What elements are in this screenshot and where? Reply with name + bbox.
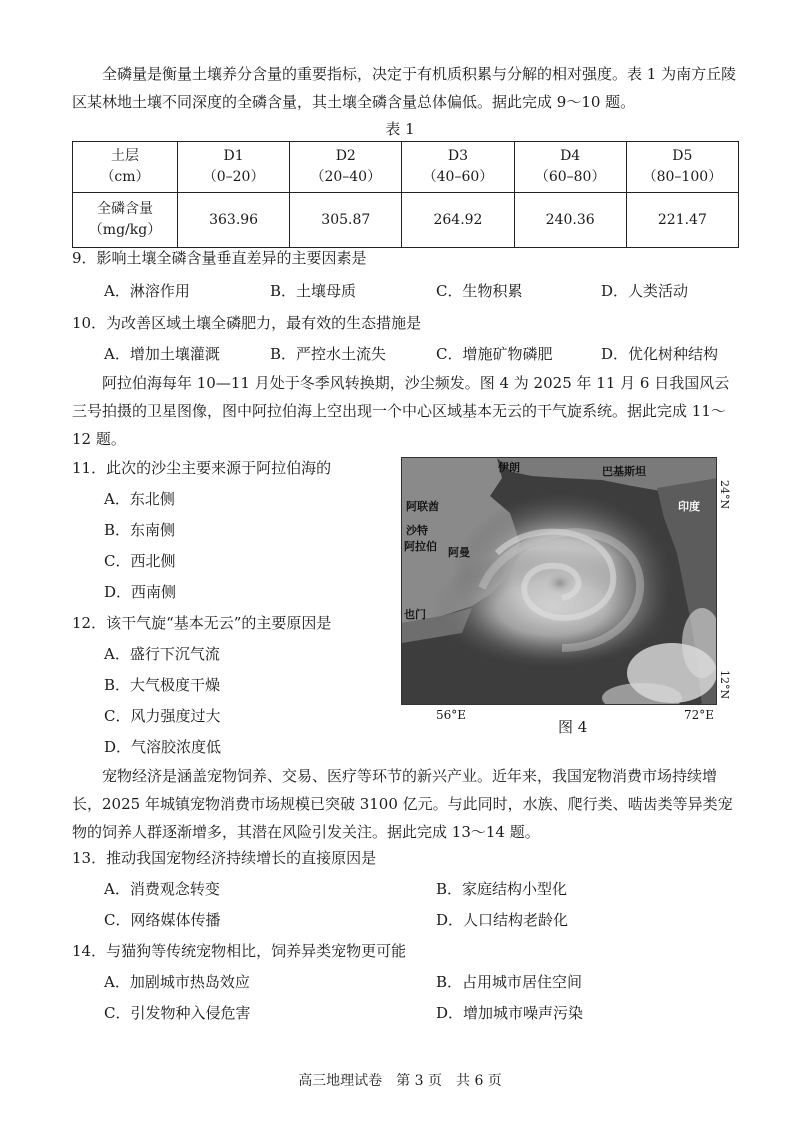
label-oman: 阿曼 <box>448 546 470 559</box>
table-header-cell: D5 （80–100） <box>626 142 738 193</box>
table-title: 表 1 <box>385 120 415 138</box>
table-cell: 305.87 <box>290 193 402 248</box>
table-cell: 240.36 <box>514 193 626 248</box>
question-11-stem: 11．此次的沙尘主要来源于阿拉伯海的 <box>72 459 332 477</box>
table-value-row <box>73 193 739 248</box>
q14-option-c[interactable]: C．引发物种入侵危害 <box>104 1004 251 1022</box>
q10-option-d[interactable]: D．优化树种结构 <box>601 345 719 363</box>
q10-option-b[interactable]: B．严控水土流失 <box>270 345 387 363</box>
q12-option-c[interactable]: C．风力强度过大 <box>104 707 221 725</box>
q11-option-d[interactable]: D．西南侧 <box>104 583 177 601</box>
q12-option-d[interactable]: D．气溶胶浓度低 <box>104 738 222 756</box>
q13-option-d[interactable]: D．人口结构老龄化 <box>436 911 569 929</box>
q9-option-a[interactable]: A．淋溶作用 <box>104 282 190 300</box>
q14-option-a[interactable]: A．加剧城市热岛效应 <box>104 973 250 991</box>
table-cell: 264.92 <box>402 193 514 248</box>
table-header-cell: D4 （60–80） <box>514 142 626 193</box>
label-india: 印度 <box>678 500 700 513</box>
table-header-cell: D2 （20–40） <box>290 142 402 193</box>
question-13-stem: 13．推动我国宠物经济持续增长的直接原因是 <box>72 849 377 867</box>
q11-option-b[interactable]: B．东南侧 <box>104 521 176 539</box>
label-yemen: 也门 <box>404 608 426 621</box>
q10-option-c[interactable]: C．增施矿物磷肥 <box>436 345 553 363</box>
table-header-cell: D3 （40–60） <box>402 142 514 193</box>
table-header-row <box>73 142 739 193</box>
q9-option-b[interactable]: B．土壤母质 <box>270 282 357 300</box>
table-row-header: 全磷含量 （mg/kg） <box>73 193 178 248</box>
intro-paragraph-cyclone: 阿拉伯海每年 10—11 月处于冬季风转换期，沙尘频发。图 4 为 2025 年 11 月 6 日我国风云三号拍摄的卫星图像，图中阿拉伯海上空出现一个中心区域基本无云的干气旋系统。据此完成 11～12 题。 <box>72 374 730 448</box>
latitude-bottom-label: 12°N <box>718 670 731 700</box>
q11-option-c[interactable]: C．西北侧 <box>104 552 176 570</box>
satellite-image <box>401 457 717 705</box>
q13-option-c[interactable]: C．网络媒体传播 <box>104 911 221 929</box>
q12-option-a[interactable]: A．盛行下沉气流 <box>104 645 220 663</box>
q13-option-b[interactable]: B．家庭结构小型化 <box>436 880 568 898</box>
q14-option-d[interactable]: D．增加城市噪声污染 <box>436 1004 584 1022</box>
intro-paragraph-pets: 宠物经济是涵盖宠物饲养、交易、医疗等环节的新兴产业。近年来，我国宠物消费市场持续增长，2025 年城镇宠物消费市场规模已突破 3100 亿元。与此同时，水族、爬行类、啮齿类等异类宠物的饲养人群逐渐增多，其潜在风险引发关注。据此完成 13～14 题。 <box>72 767 733 841</box>
q12-option-b[interactable]: B．大气极度干燥 <box>104 676 221 694</box>
question-14-stem: 14．与猫狗等传统宠物相比，饲养异类宠物更可能 <box>72 942 407 960</box>
q11-option-a[interactable]: A．东北侧 <box>104 490 175 508</box>
satellite-image-art <box>402 458 717 705</box>
phosphorus-table <box>72 141 739 248</box>
q13-option-a[interactable]: A．消费观念转变 <box>104 880 220 898</box>
q14-option-b[interactable]: B．占用城市居住空间 <box>436 973 583 991</box>
figure-caption: 图 4 <box>558 718 588 736</box>
q9-option-d[interactable]: D．人类活动 <box>601 282 689 300</box>
question-10-stem: 10．为改善区域土壤全磷肥力，最有效的生态措施是 <box>72 314 422 332</box>
label-saudi-2: 阿拉伯 <box>404 540 437 553</box>
page-footer: 高三地理试卷 第 3 页 共 6 页 <box>298 1073 502 1089</box>
label-saudi-1: 沙特 <box>406 524 428 537</box>
label-iran: 伊朗 <box>498 461 520 474</box>
longitude-right-label: 72°E <box>684 708 715 722</box>
table-header-cell: D1 （0–20） <box>178 142 290 193</box>
q9-option-c[interactable]: C．生物积累 <box>436 282 523 300</box>
longitude-left-label: 56°E <box>436 708 467 722</box>
question-12-stem: 12．该干气旋“基本无云”的主要原因是 <box>72 614 332 632</box>
question-9-stem: 9．影响土壤全磷含量垂直差异的主要因素是 <box>72 249 367 267</box>
intro-paragraph-phosphorus: 全磷量是衡量土壤养分含量的重要指标，决定于有机质积累与分解的相对强度。表 1 为南方丘陵区某林地土壤不同深度的全磷含量，其土壤全磷含量总体偏低。据此完成 9～10 题。 <box>72 65 737 111</box>
latitude-top-label: 24°N <box>718 480 731 510</box>
label-uae: 阿联酋 <box>406 500 439 513</box>
table-cell: 363.96 <box>178 193 290 248</box>
q10-option-a[interactable]: A．增加土壤灌溉 <box>104 345 220 363</box>
label-pakistan: 巴基斯坦 <box>602 465 646 478</box>
table-cell: 221.47 <box>626 193 738 248</box>
table-header-cell: 土层 （cm） <box>73 142 178 193</box>
